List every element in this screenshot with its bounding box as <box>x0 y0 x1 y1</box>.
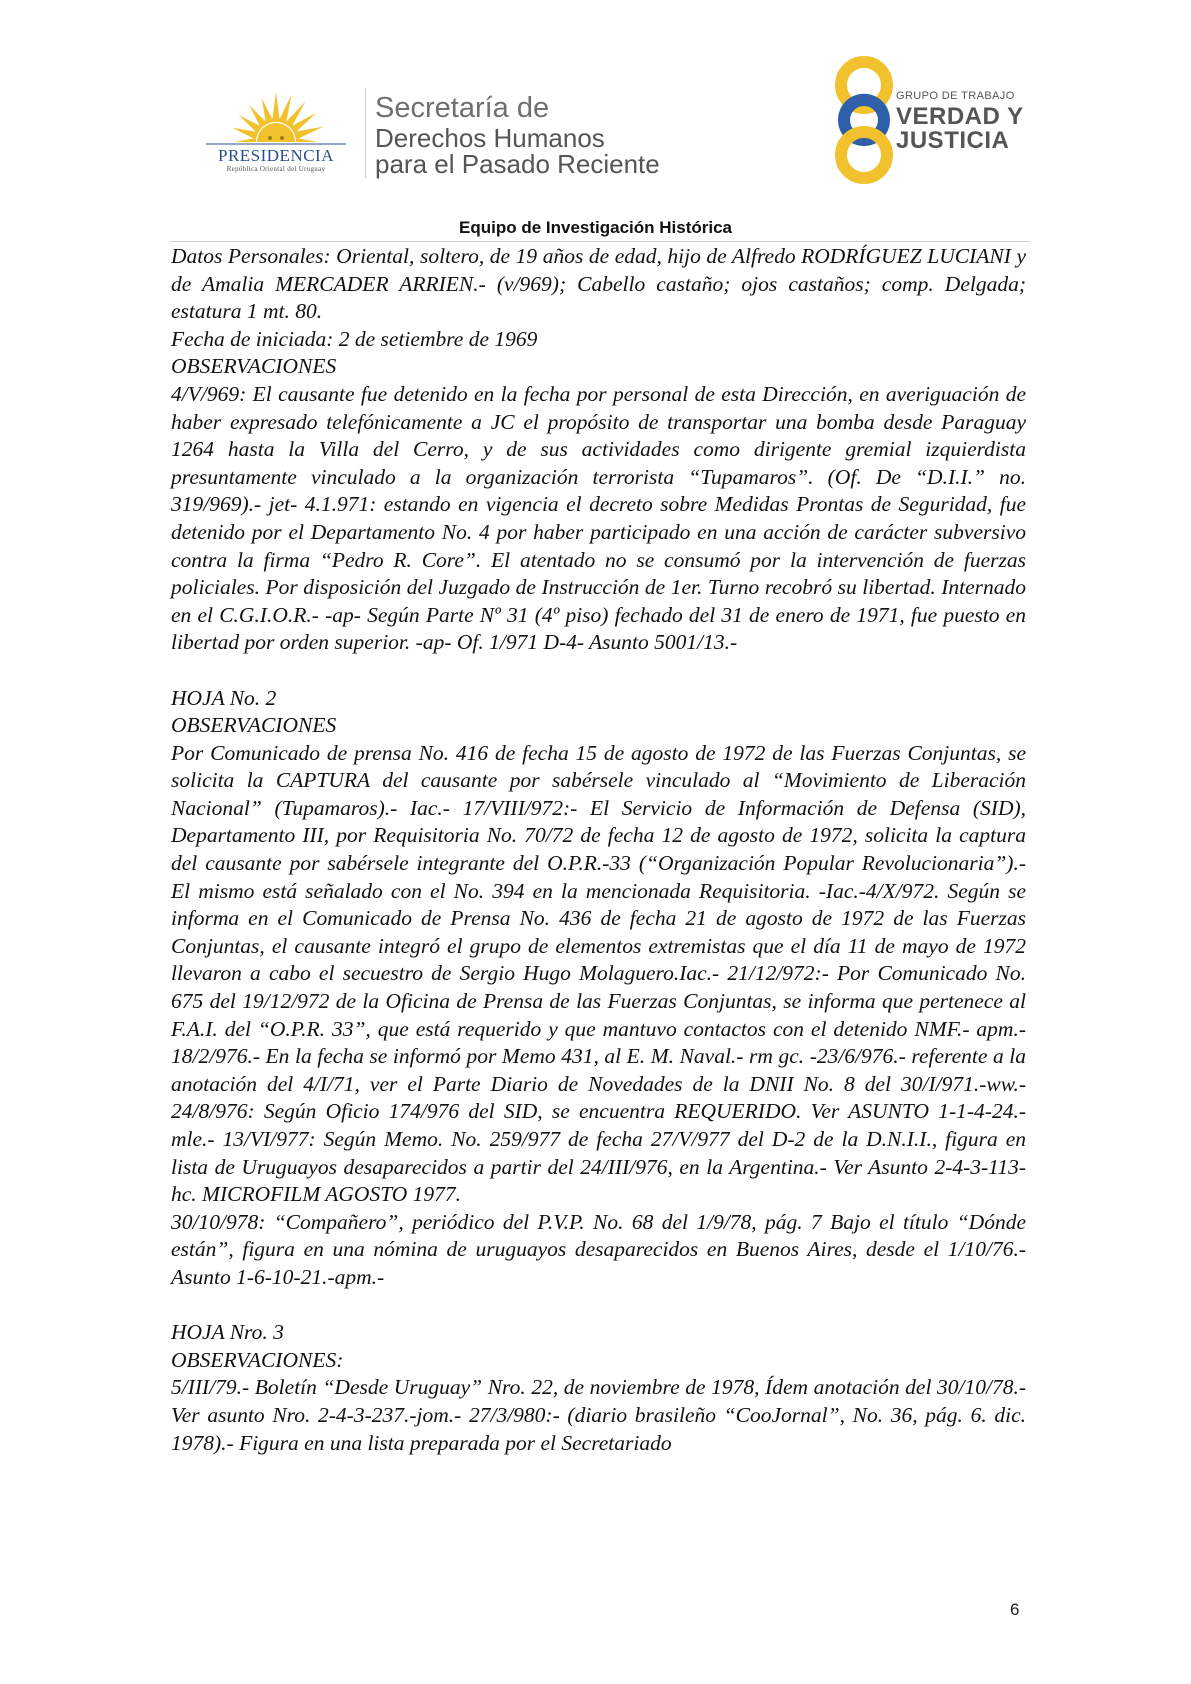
observation-paragraph: 5/III/79.- Boletín “Desde Uruguay” Nro. 22, de noviembre de 1978, Ídem anotación del 30/10/78.- Ver asunto Nro. 2-4-3-237.-jom.- 27/3/980:- (diario brasileño “CooJornal”, No. 36, pág. 6. dic. 1978).- Figura en una lista preparada por el Secretariado <box>171 1375 1026 1455</box>
paragraph-gap <box>171 657 1026 685</box>
header-divider <box>365 88 366 178</box>
start-date-line: Fecha de iniciada: 2 de setiembre de 1969 <box>171 326 538 351</box>
personal-data-paragraph: Datos Personales: Oriental, soltero, de 19 años de edad, hijo de Alfredo RODRÍGUEZ LUCIANI y de Amalia MERCADER ARRIEN.- (v/969); Cabello castaño; ojos castaños; comp. Delgada; estatura 1 mt. 80. <box>171 244 1026 324</box>
grupo-line1: GRUPO DE TRABAJO <box>896 90 1015 102</box>
grupo-line3: JUSTICIA <box>896 127 1010 154</box>
grupo-line2: VERDAD Y <box>896 103 1024 130</box>
hoja-2-heading: HOJA No. 2 <box>171 685 277 710</box>
page-number: 6 <box>1010 1600 1020 1619</box>
hoja-3-heading: HOJA Nro. 3 <box>171 1320 284 1345</box>
paragraph-gap <box>171 1292 1026 1320</box>
document-body <box>171 243 1026 1457</box>
observaciones-heading: OBSERVACIONES: <box>171 1347 344 1372</box>
observation-paragraph: 4/V/969: El causante fue detenido en la fecha por personal de esta Dirección, en averiguación de haber expresado telefónicamente a JC el propósito de transportar una bomba desde Paraguay 1264 hasta la Villa del Cerro, y de sus actividades como dirigente gremial izquierdista presuntamente vinculado a la organización terrorista “Tupamaros”. (Of. De “D.I.I.” no. 319/969).- jet- 4.1.971: estando en vigencia el decreto sobre Medidas Prontas de Seguridad, fue detenido por el Departamento No. 4 por haber participado en una acción de carácter subversivo contra la firma “Pedro R. Core”. El atentado no se consumó por la intervención de fuerzas policiales. Por disposición del Juzgado de Instrucción de 1er. Turno recobró su libertad. Internado en el C.G.I.O.R.- -ap- Según Parte Nº 31 (4º piso) fechado del 31 de enero de 1971, fue puesto en libertad por orden superior. -ap- Of. 1/971 D-4- Asunto 5001/13.- <box>171 381 1026 655</box>
secretaria-line1: Secretaría de <box>375 92 550 124</box>
secretaria-line2: Derechos Humanos <box>375 123 605 153</box>
observation-paragraph: Por Comunicado de prensa No. 416 de fecha 15 de agosto de 1972 de las Fuerzas Conjuntas, se solicita la CAPTURA del causante por sabérsele vinculado al “Movimiento de Liberación Nacional” (Tupamaros).- Iac.- 17/VIII/972:- El Servicio de Información de Defensa (SID), Departamento III, por Requisitoria No. 70/72 de fecha 12 de agosto de 1972, solicita la captura del causante por sabérsele integrante del O.P.R.-33 (“Organización Popular Revolucionaria”).- El mismo está señalado con el No. 394 en la mencionada Requisitoria. -Iac.-4/X/972. Según se informa en el Comunicado de Prensa No. 436 de fecha 21 de agosto de 1972 de las Fuerzas Conjuntas, el causante integró el grupo de elementos extremistas que el día 11 de mayo de 1972 llevaron a cabo el secuestro de Sergio Hugo Molaguero.Iac.- 21/12/972:- Por Comunicado No. 675 del 19/12/972 de la Oficina de Prensa de las Fuerzas Conjuntas, se informa que pertenece al F.A.I. del “O.P.R. 33”, que está requerido y que mantuvo contactos con el detenido NMF.- apm.- 18/2/976.- En la fecha se informó por Memo 431, al E. M. Naval.- rm gc. -23/6/976.- referente a la anotación del 4/I/71, ver el Parte Diario de Novedades de la DNII No. 8 del 30/I/971.-ww.- 24/8/976: Según Oficio 174/976 del SID, se encuentra REQUERIDO. Ver ASUNTO 1-1-4-24.- mle.- 13/VI/977: Según Memo. No. 259/977 de fecha 27/V/977 del D-2 de la D.N.I.I., figura en lista de Uruguayos desaparecidos a partir del 24/III/976, en la Argentina.- Ver Asunto 2-4-3-113-hc. MICROFILM AGOSTO 1977. <box>171 740 1026 1207</box>
presidencia-subtitle: República Oriental del Uruguay <box>226 165 326 173</box>
observaciones-heading: OBSERVACIONES <box>171 354 337 379</box>
secretaria-line3: para el Pasado Reciente <box>375 149 660 179</box>
observation-paragraph: 30/10/978: “Compañero”, periódico del P.V.P. No. 68 del 1/9/78, pág. 7 Bajo el título “Dónde están”, figura en una nómina de uruguayos desaparecidos en Buenos Aires, desde el 1/10/76.- Asunto 1-6-10-21.-apm.- <box>171 1209 1026 1289</box>
observaciones-heading: OBSERVACIONES <box>171 713 337 738</box>
header-rule <box>170 241 1030 242</box>
team-title: Equipo de Investigación Histórica <box>459 218 732 237</box>
presidencia-name: PRESIDENCIA <box>217 146 334 165</box>
page-header <box>0 0 1191 240</box>
